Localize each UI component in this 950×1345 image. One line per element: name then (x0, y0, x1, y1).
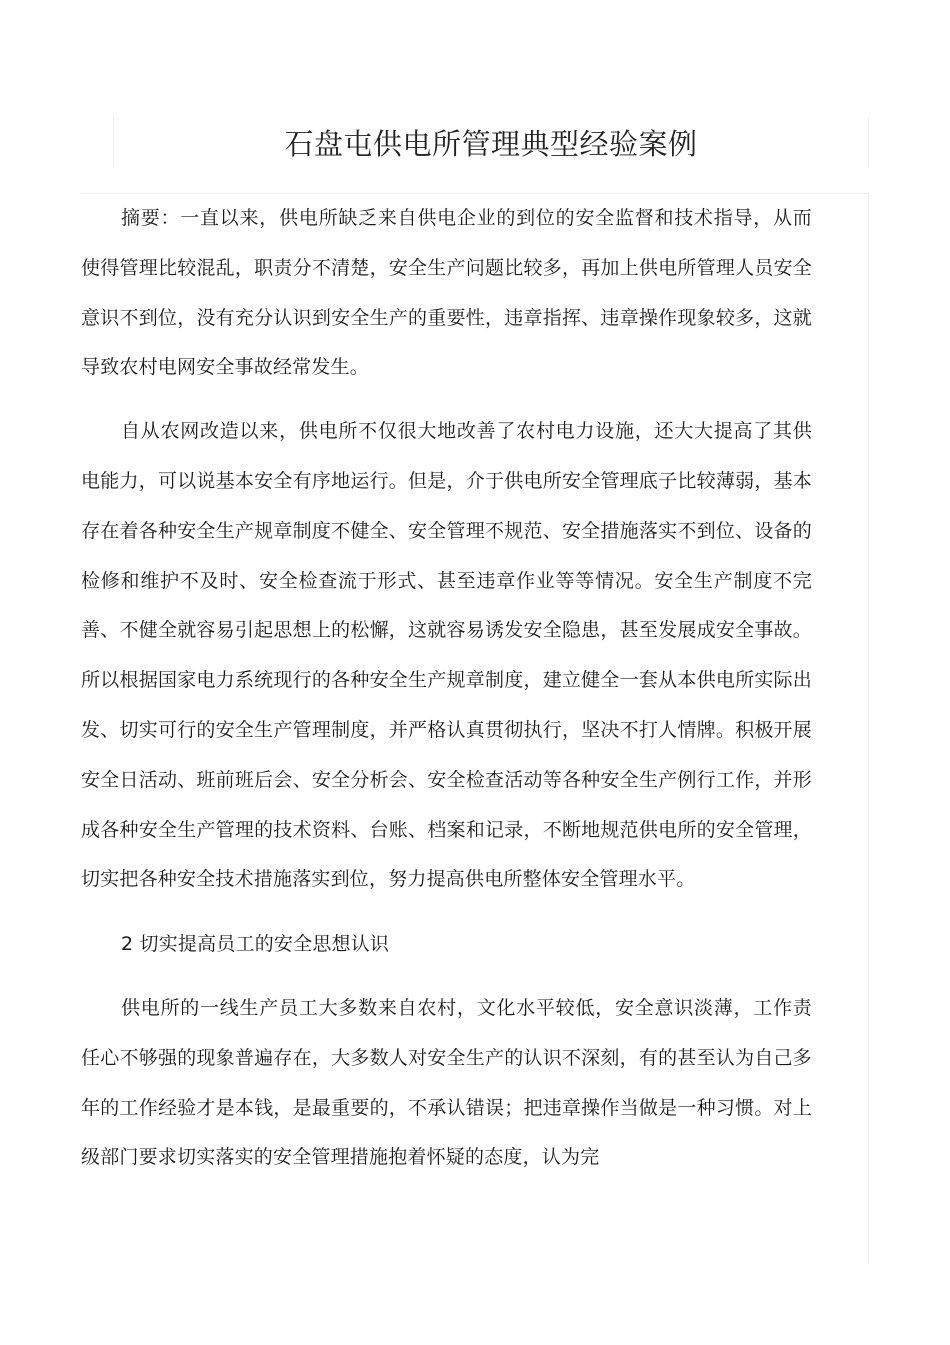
document-title: 石盘屯供电所管理典型经验案例 (284, 127, 698, 161)
right-margin-rule (868, 193, 869, 1263)
abstract-paragraph: 摘要：一直以来，供电所缺乏来自供电企业的到位的安全监督和技术指导，从而使得管理比较混乱，职责分不清楚，安全生产问题比较多，再加上供电所管理人员安全意识不到位，没有充分认识到安全生产的重要性，违章指挥、违章操作现象较多，这就导致农村电网安全事故经常发生。 (81, 207, 812, 379)
document-body (81, 194, 812, 1183)
title-box (113, 117, 869, 167)
section-heading: 2 切实提高员工的安全思想认识 (121, 933, 390, 956)
body-paragraph: 供电所的一线生产员工大多数来自农村，文化水平较低，安全意识淡薄，工作责任心不够强的现象普遍存在，大多数人对安全生产的认识不深刻，有的甚至认为自己多年的工作经验才是本钱，是最重要的，不承认错误；把违章操作当做是一种习惯。对上级部门要求切实落实的安全管理措施抱着怀疑的态度，认为完 (81, 996, 812, 1169)
body-paragraph: 自从农网改造以来，供电所不仅很大地改善了农村电力设施，还大大提高了其供电能力，可以说基本安全有序地运行。但是，介于供电所安全管理底子比较薄弱，基本存在着各种安全生产规章制度不健全、安全管理不规范、安全措施落实不到位、设备的检修和维护不及时、安全检查流于形式、甚至违章作业等等情况。安全生产制度不完善、不健全就容易引起思想上的松懈，这就容易诱发安全隐患，甚至发展成安全事故。所以根据国家电力系统现行的各种安全生产规章制度，建立健全一套从本供电所实际出发、切实可行的安全生产管理制度，并严格认真贯彻执行，坚决不打人情牌。积极开展安全日活动、班前班后会、安全分析会、安全检查活动等各种安全生产例行工作，并形成各种安全生产管理的技术资料、台账、档案和记录，不断地规范供电所的安全管理，切实把各种安全技术措施落实到位，努力提高供电所整体安全管理水平。 (81, 420, 812, 891)
